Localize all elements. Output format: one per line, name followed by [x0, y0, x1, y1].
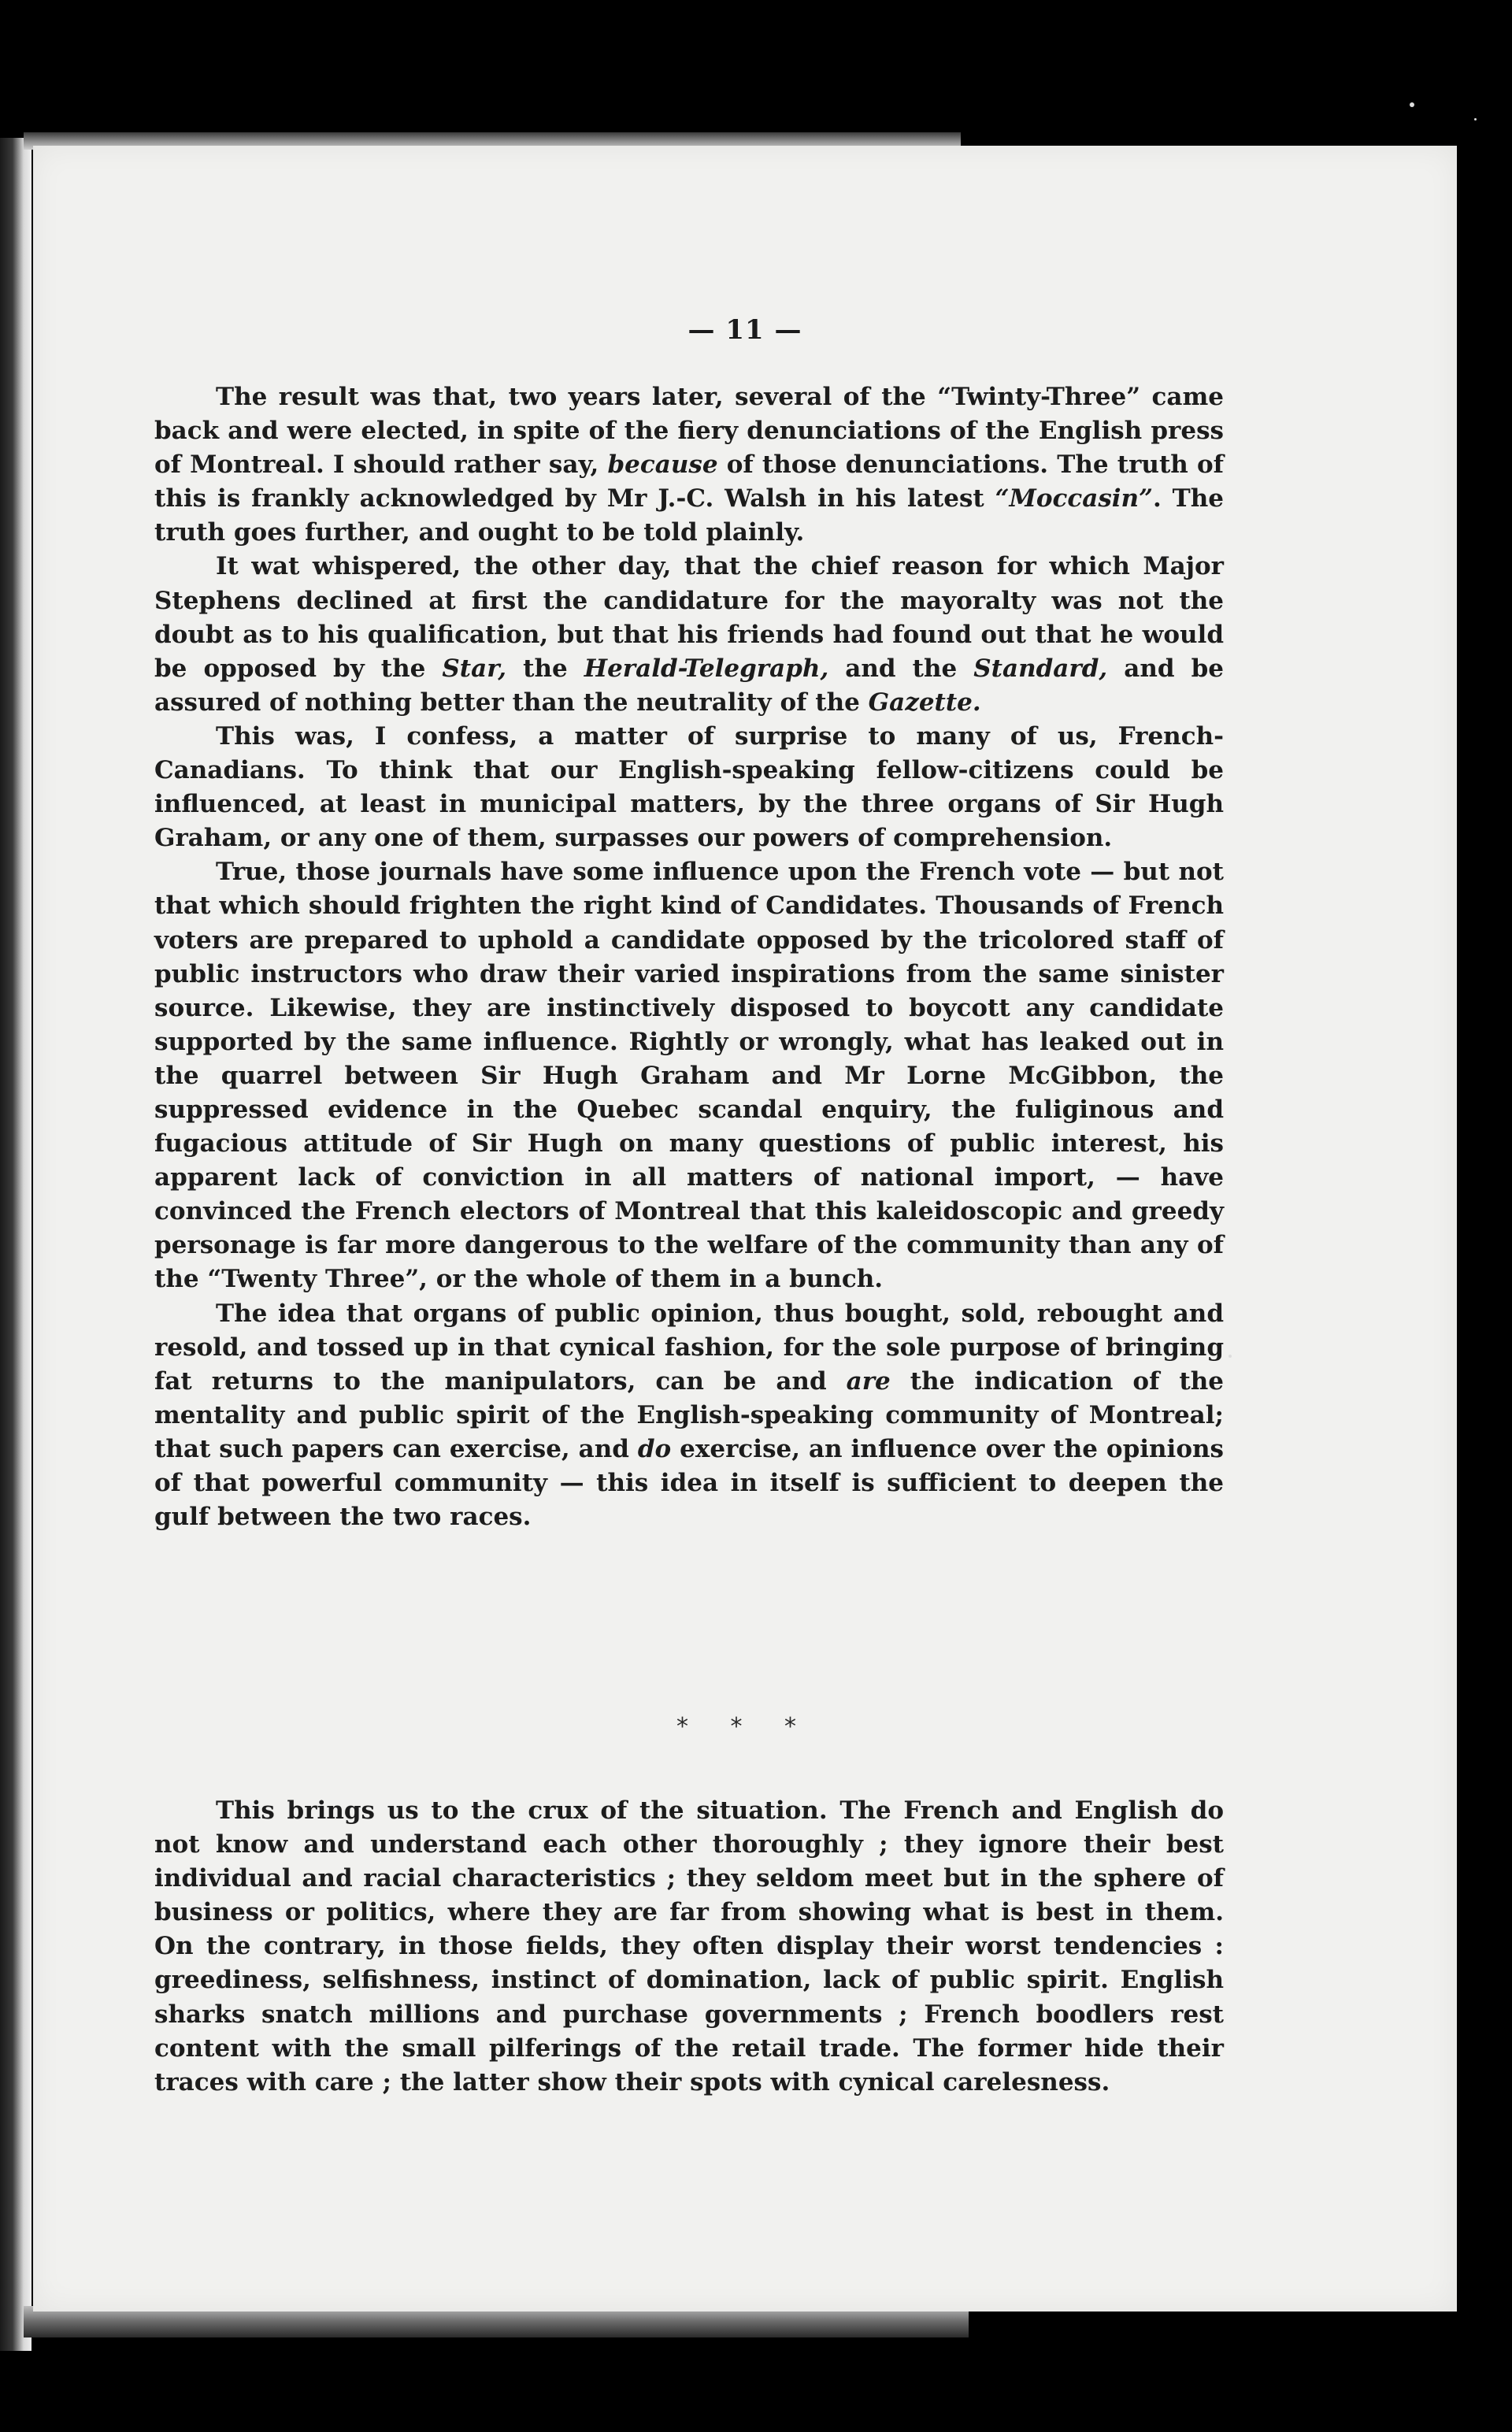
- body-text-section-2: [154, 1794, 1224, 2100]
- text-run: The result was that, two years later, several of the “Twinty-Three” came back and were elected, in spite of the fiery denunciations of the English press of Montreal. I should rather say,: [154, 383, 1224, 480]
- section-separator: * * *: [676, 1713, 814, 1741]
- italic-text-run: Star,: [442, 654, 507, 683]
- text-run: exercise, an influence over the opinions of that powerful community — this idea in itself is sufficient to deepen the gulf between the two races.: [154, 1434, 1224, 1532]
- text-run: of those denunciations. The truth of this is frankly acknowledged by Mr J.-C. Walsh in his latest: [154, 450, 1224, 513]
- text-run: the indication of the mentality and public spirit of the English-speaking community of Montreal; that such papers can exercise, and: [154, 1366, 1224, 1463]
- paragraph: [154, 720, 1224, 855]
- text-run: This brings us to the crux of the situation. The French and English do not know and understand each other thoroughly ; they ignore their best individual and racial characteristics ; they seldom meet but in the sphere of business or politics, where they are far from showing what is best in them. On the contrary, in those fields, they often display their worst tendencies : greediness, selfishness, instinct of domination, lack of public spirit. English sharks snatch millions and purchase governments ; French boodlers rest content with the small pilferings of the retail trade. The former hide their traces with care ; the latter show their spots with cynical carelesness.: [154, 1796, 1224, 2096]
- scan-speck: [1228, 1355, 1232, 1358]
- text-run: The idea that organs of public opinion, thus bought, sold, rebought and resold, and tossed up in that cynical fashion, for the sole purpose of bringing fat returns to the manipulators, can be and: [154, 1299, 1224, 1396]
- body-text-section-1: [154, 380, 1224, 1534]
- text-run: . The truth goes further, and ought to be told plainly.: [154, 484, 1224, 547]
- italic-text-run: Gazette.: [868, 688, 981, 717]
- paragraph: [154, 550, 1224, 719]
- left-page-edge: [0, 138, 32, 2351]
- italic-text-run: Herald-Telegraph,: [584, 654, 829, 683]
- italic-text-run: “Moccasin”: [995, 484, 1153, 513]
- text-run: and be assured of nothing better than the neutrality of the: [154, 654, 1224, 717]
- scan-speck: [1410, 102, 1414, 107]
- italic-text-run: Standard,: [973, 654, 1108, 683]
- text-run: and the: [828, 654, 974, 683]
- page-number: — 11 —: [687, 314, 802, 346]
- italic-text-run: are: [846, 1366, 891, 1396]
- text-run: This was, I confess, a matter of surprise to many of us, French-Canadians. To think that our English-speaking fellow-citizens could be influenced, at least in municipal matters, by the three organs of Sir Hugh Graham, or any one of them, surpasses our powers of comprehension.: [154, 721, 1224, 853]
- scan-speck: [1474, 118, 1477, 120]
- italic-text-run: because: [607, 450, 718, 480]
- paragraph: [154, 1794, 1224, 2100]
- paragraph: [154, 1297, 1224, 1535]
- paragraph: [154, 855, 1224, 1296]
- italic-text-run: do: [637, 1434, 672, 1463]
- text-run: True, those journals have some influence upon the French vote — but not that which should frighten the right kind of Candidates. Thousands of French voters are prepared to uphold a candidate opposed by the tricolored staff of public instructors who draw their varied inspirations from the same sinister source. Likewise, they are instinctively disposed to boycott any candidate supported by the same influence. Rightly or wrongly, what has leaked out in the quarrel between Sir Hugh Graham and Mr Lorne McGibbon, the suppressed evidence in the Quebec scandal enquiry, the fuliginous and fugacious attitude of Sir Hugh on many questions of public interest, his apparent lack of conviction in all matters of national import, — have convinced the French electors of Montreal that this kaleidoscopic and greedy personage is far more dangerous to the welfare of the community than any of the “Twenty Three”, or the whole of them in a bunch.: [154, 858, 1224, 1294]
- paragraph: [154, 380, 1224, 550]
- document-page: [33, 146, 1457, 2312]
- text-run: the: [506, 654, 584, 683]
- text-run: It wat whispered, the other day, that the chief reason for which Major Stephens declined at first the candidature for the mayoralty was not the doubt as to his qualification, but that his friends had found out that he would be opposed by the: [154, 552, 1224, 683]
